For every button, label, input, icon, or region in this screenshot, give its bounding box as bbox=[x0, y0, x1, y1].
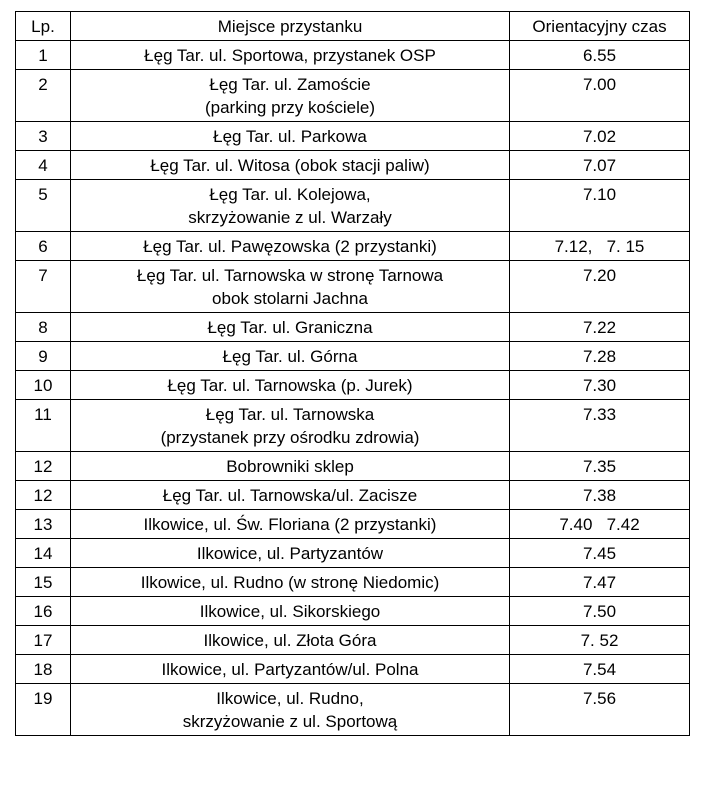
stop-location-line1: Łęg Tar. ul. Górna bbox=[222, 347, 358, 366]
table-row bbox=[16, 342, 690, 371]
stop-number: 10 bbox=[16, 371, 71, 400]
stop-location bbox=[71, 261, 510, 313]
stop-location-line1: Łęg Tar. ul. Sportowa, przystanek OSP bbox=[144, 46, 436, 65]
stop-location bbox=[71, 626, 510, 655]
stop-location-line1: Łęg Tar. ul. Tarnowska bbox=[205, 405, 375, 424]
table-row bbox=[16, 313, 690, 342]
approximate-time: 7.47 bbox=[510, 568, 690, 597]
approximate-time: 7.35 bbox=[510, 452, 690, 481]
approximate-time: 7.30 bbox=[510, 371, 690, 400]
table-row bbox=[16, 510, 690, 539]
stop-location-line1: Łęg Tar. ul. Graniczna bbox=[207, 318, 373, 337]
stop-location-line1: Ilkowice, ul. Rudno, bbox=[216, 689, 364, 708]
table-row bbox=[16, 684, 690, 736]
stop-location-line2: skrzyżowanie z ul. Sportową bbox=[182, 712, 398, 731]
table-row bbox=[16, 232, 690, 261]
table-row bbox=[16, 568, 690, 597]
stop-number: 17 bbox=[16, 626, 71, 655]
stop-number: 15 bbox=[16, 568, 71, 597]
approximate-time: 7.50 bbox=[510, 597, 690, 626]
approximate-time: 7.10 bbox=[510, 180, 690, 232]
approximate-time: 7.07 bbox=[510, 151, 690, 180]
stop-location-line1: Łęg Tar. ul. Tarnowska/ul. Zacisze bbox=[162, 486, 418, 505]
stop-location-line1: Łęg Tar. ul. Parkowa bbox=[213, 127, 367, 146]
stop-number: 13 bbox=[16, 510, 71, 539]
bus-stop-timetable bbox=[15, 11, 690, 736]
approximate-time: 7. 52 bbox=[510, 626, 690, 655]
stop-location-line1: Łęg Tar. ul. Zamoście bbox=[209, 75, 371, 94]
stop-location bbox=[71, 597, 510, 626]
stop-number: 5 bbox=[16, 180, 71, 232]
table-row bbox=[16, 626, 690, 655]
stop-number: 19 bbox=[16, 684, 71, 736]
table-row bbox=[16, 70, 690, 122]
approximate-time: 7.45 bbox=[510, 539, 690, 568]
stop-number: 9 bbox=[16, 342, 71, 371]
table-row bbox=[16, 539, 690, 568]
table-row bbox=[16, 597, 690, 626]
header-row bbox=[16, 12, 690, 41]
approximate-time: 7.20 bbox=[510, 261, 690, 313]
table-row bbox=[16, 261, 690, 313]
stop-location bbox=[71, 452, 510, 481]
stop-location bbox=[71, 151, 510, 180]
stop-location-line1: Ilkowice, ul. Rudno (w stronę Niedomic) bbox=[140, 573, 440, 592]
approximate-time: 7.22 bbox=[510, 313, 690, 342]
stop-location bbox=[71, 41, 510, 70]
stop-location-line2: (przystanek przy ośrodku zdrowia) bbox=[160, 428, 420, 447]
stop-location-line1: Łęg Tar. ul. Tarnowska w stronę Tarnowa bbox=[136, 266, 444, 285]
table-row bbox=[16, 481, 690, 510]
approximate-time: 7.38 bbox=[510, 481, 690, 510]
stop-number: 14 bbox=[16, 539, 71, 568]
approximate-time: 7.02 bbox=[510, 122, 690, 151]
approximate-time: 7.56 bbox=[510, 684, 690, 736]
approximate-time: 7.00 bbox=[510, 70, 690, 122]
stop-location-line1: Ilkowice, ul. Św. Floriana (2 przystanki) bbox=[143, 515, 437, 534]
stop-location-line2: skrzyżowanie z ul. Warzały bbox=[188, 208, 392, 227]
table-row bbox=[16, 151, 690, 180]
stop-number: 8 bbox=[16, 313, 71, 342]
stop-location bbox=[71, 232, 510, 261]
stop-number: 6 bbox=[16, 232, 71, 261]
stop-location-line1: Ilkowice, ul. Partyzantów/ul. Polna bbox=[161, 660, 419, 679]
table-row bbox=[16, 655, 690, 684]
stop-location bbox=[71, 684, 510, 736]
stop-number: 11 bbox=[16, 400, 71, 452]
stop-number: 7 bbox=[16, 261, 71, 313]
stop-location bbox=[71, 539, 510, 568]
stop-location bbox=[71, 481, 510, 510]
stop-location bbox=[71, 342, 510, 371]
stop-location-line1: Łęg Tar. ul. Tarnowska (p. Jurek) bbox=[167, 376, 413, 395]
stop-location bbox=[71, 371, 510, 400]
stop-location-line2: (parking przy kościele) bbox=[204, 98, 376, 117]
stop-location bbox=[71, 655, 510, 684]
stop-number: 16 bbox=[16, 597, 71, 626]
table-row bbox=[16, 122, 690, 151]
stop-location bbox=[71, 568, 510, 597]
header-lp: Lp. bbox=[16, 12, 71, 41]
approximate-time: 7.54 bbox=[510, 655, 690, 684]
header-stop: Miejsce przystanku bbox=[71, 12, 510, 41]
stop-location bbox=[71, 510, 510, 539]
approximate-time: 6.55 bbox=[510, 41, 690, 70]
stop-location-line1: Ilkowice, ul. Złota Góra bbox=[203, 631, 377, 650]
stop-location-line1: Bobrowniki sklep bbox=[226, 457, 354, 476]
table-row bbox=[16, 180, 690, 232]
stop-number: 2 bbox=[16, 70, 71, 122]
approximate-time: 7.28 bbox=[510, 342, 690, 371]
stop-location-line1: Łęg Tar. ul. Witosa (obok stacji paliw) bbox=[150, 156, 430, 175]
stop-location bbox=[71, 122, 510, 151]
stop-number: 18 bbox=[16, 655, 71, 684]
stop-number: 4 bbox=[16, 151, 71, 180]
stop-number: 1 bbox=[16, 41, 71, 70]
stop-location bbox=[71, 70, 510, 122]
approximate-time: 7.12, 7. 15 bbox=[510, 232, 690, 261]
stop-location bbox=[71, 313, 510, 342]
stop-number: 12 bbox=[16, 452, 71, 481]
stop-location-line2: obok stolarni Jachna bbox=[212, 289, 368, 308]
stop-location-line1: Ilkowice, ul. Sikorskiego bbox=[199, 602, 381, 621]
stop-location bbox=[71, 180, 510, 232]
stop-number: 3 bbox=[16, 122, 71, 151]
stop-location-line1: Łęg Tar. ul. Kolejowa, bbox=[209, 185, 371, 204]
stop-location-line1: Łęg Tar. ul. Pawęzowska (2 przystanki) bbox=[143, 237, 437, 256]
table-row bbox=[16, 371, 690, 400]
stop-location-line1: Ilkowice, ul. Partyzantów bbox=[196, 544, 384, 563]
stop-location bbox=[71, 400, 510, 452]
table-row bbox=[16, 400, 690, 452]
stop-number: 12 bbox=[16, 481, 71, 510]
table-row bbox=[16, 41, 690, 70]
table-body bbox=[16, 41, 690, 736]
table-row bbox=[16, 452, 690, 481]
approximate-time: 7.33 bbox=[510, 400, 690, 452]
header-time: Orientacyjny czas bbox=[510, 12, 690, 41]
approximate-time: 7.40 7.42 bbox=[510, 510, 690, 539]
